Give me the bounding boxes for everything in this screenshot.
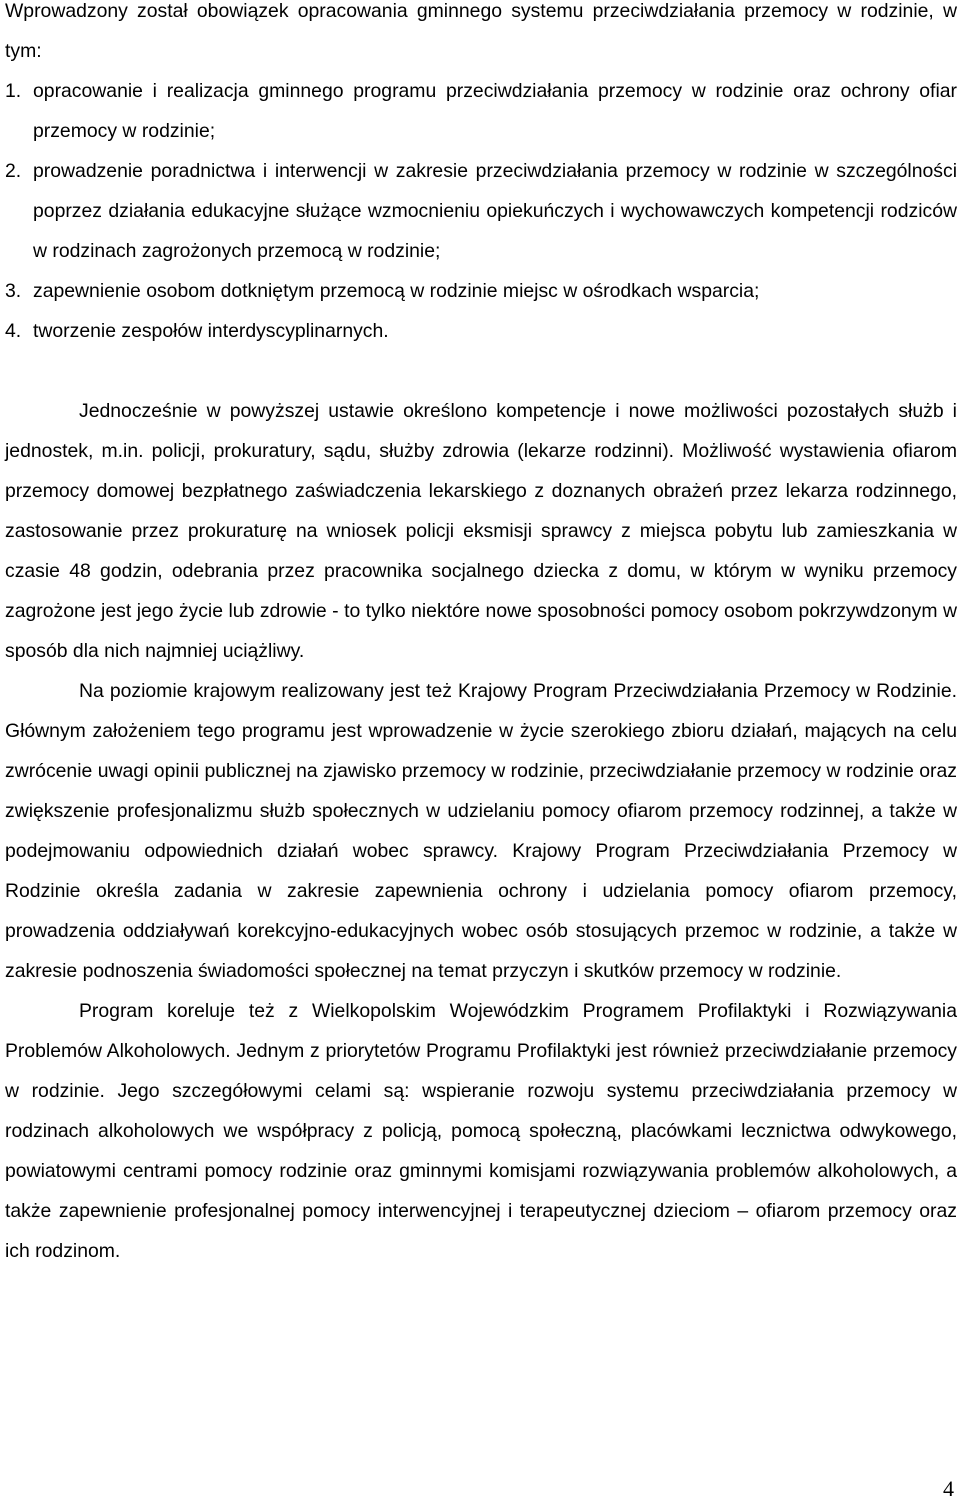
- numbered-list: [5, 71, 957, 351]
- list-item: [5, 311, 957, 351]
- list-item-number: 4.: [5, 320, 22, 342]
- body-paragraph: Jednocześnie w powyższej ustawie określono kompetencje i nowe możliwości pozostałych służb i jednostek, m.in. policji, prokuratury, sądu, służby zdrowia (lekarze rodzinni). Możliwość wystawienia ofiarom przemocy domowej bezpłatnego zaświadczenia lekarskiego z doznanych obrażeń przez lekarza rodzinnego, zastosowanie przez prokuraturę na wniosek policji eksmisji sprawcy z miejsca pobytu lub zamieszkania w czasie 48 godzin, odebrania przez pracownika socjalnego dziecka z domu, w którym w wyniku przemocy zagrożone jest jego życie lub zdrowie - to tylko niektóre nowe sposobności pomocy osobom pokrzywdzonym w sposób dla nich najmniej uciążliwy.: [5, 400, 957, 662]
- body-paragraph: Na poziomie krajowym realizowany jest też Krajowy Program Przeciwdziałania Przemocy w Rodzinie. Głównym założeniem tego programu jest wprowadzenie w życie szerokiego zbioru działań, mających na celu zwrócenie uwagi opinii publicznej na zjawisko przemocy w rodzinie, przeciwdziałanie przemocy w rodzinie oraz zwiększenie profesjonalizmu służb społecznych w udzielaniu pomocy ofiarom przemocy rodzinnej, a także w podejmowaniu odpowiednich działań wobec sprawcy. Krajowy Program Przeciwdziałania Przemocy w Rodzinie określa zadania w zakresie zapewnienia ochrony i udzielania pomocy ofiarom przemocy, prowadzenia oddziaływań korekcyjno-edukacyjnych wobec osób stosujących przemoc w rodzinie, a także w zakresie podnoszenia świadomości społecznej na temat przyczyn i skutków przemocy w rodzinie.: [5, 680, 957, 982]
- paragraph-spacer: [5, 351, 957, 391]
- page-number: 4: [943, 1476, 954, 1501]
- list-item-number: 3.: [5, 280, 22, 302]
- list-item-number: 2.: [5, 160, 22, 182]
- list-item: [5, 151, 957, 271]
- list-item-text: zapewnienie osobom dotkniętym przemocą w rodzinie miejsc w ośrodkach wsparcia;: [33, 280, 760, 302]
- list-item: [5, 271, 957, 311]
- document-body: [5, 0, 957, 1271]
- body-paragraph: Program koreluje też z Wielkopolskim Wojewódzkim Programem Profilaktyki i Rozwiązywania Problemów Alkoholowych. Jednym z priorytetów Programu Profilaktyki jest również przeciwdziałanie przemocy w rodzinie. Jego szczegółowymi celami są: wspieranie rozwoju systemu przeciwdziałania przemocy w rodzinach alkoholowych we współpracy z policją, pomocą społeczną, placówkami lecznictwa odwykowego, powiatowymi centrami pomocy rodzinie oraz gminnymi komisjami rozwiązywania problemów alkoholowych, a także zapewnienie profesjonalnej pomocy interwencyjnej i terapeutycznej dzieciom – ofiarom przemocy oraz ich rodzinom.: [5, 1000, 957, 1262]
- list-item-text: prowadzenie poradnictwa i interwencji w zakresie przeciwdziałania przemocy w rodzinie w szczególności poprzez działania edukacyjne służące wzmocnieniu opiekuńczych i wychowawczych kompetencji rodziców w rodzinach zagrożonych przemocą w rodzinie;: [33, 160, 957, 262]
- list-item-text: tworzenie zespołów interdyscyplinarnych.: [33, 320, 389, 342]
- list-item-number: 1.: [5, 80, 22, 102]
- list-item-text: opracowanie i realizacja gminnego programu przeciwdziałania przemocy w rodzinie oraz ochrony ofiar przemocy w rodzinie;: [33, 80, 957, 142]
- intro-paragraph: Wprowadzony został obowiązek opracowania gminnego systemu przeciwdziałania przemocy w rodzinie, w tym:: [5, 0, 957, 62]
- list-item: [5, 71, 957, 151]
